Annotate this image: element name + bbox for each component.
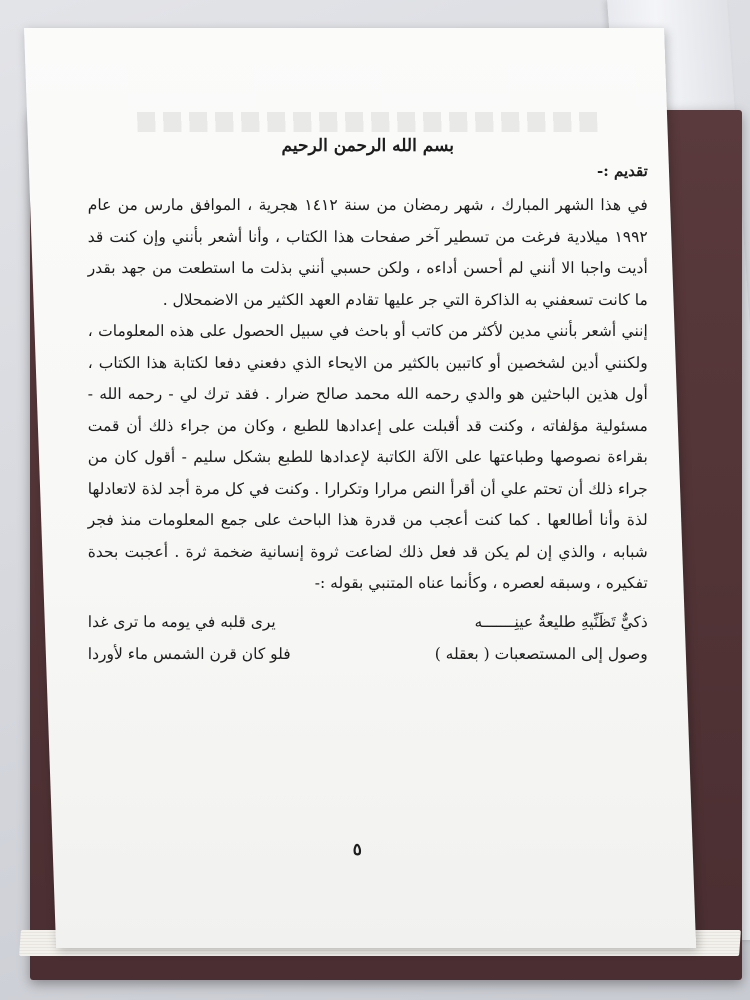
poem-hemistich-second: فلو كان قرن الشمس ماء لأوردا <box>87 644 291 663</box>
book-page <box>24 28 696 948</box>
page-number: ٥ <box>352 840 363 860</box>
poem <box>88 606 648 670</box>
intro-heading: تقديم :- <box>596 162 648 180</box>
poem-hemistich-second: يرى قلبه في يومه ما ترى غدا <box>87 612 276 631</box>
paragraph-2: إنني أشعر بأنني مدين لأكثر من كاتب أو باحث في سبيل الحصول على هذه المعلومات ، ولكنني أدين لشخصين أو كاتبين بالكثير من الايحاء الذي دفعني دفعا لكتابة هذا الكتاب ، أول هذين الباحثين هو والدي رحمه الله محمد صالح ضرار . فقد ترك لي - رحمه الله - مسئولية مؤلفاته ، وكنت قد أقبلت على إعدادها للطبع ، وكان من جراء ذلك أن قمت بقراءة نصوصها وطباعتها على الآلة الكاتبة لإعدادها للطبع بشكل سليم - أقول كان من جراء ذلك أن تحتم علي أن أقرأ النص مرارا وتكرارا . وكنت في كل مرة أجد لذة لاتعادلها لذة وأنا أطالعها . كما كنت أعجب من قدرة هذا الباحث على جمع المعلومات منذ فجر شبابه ، والذي إن لم يكن قد فعل ذلك لضاعت ثروة إنسانية ضخمة ثرة . أعجبت بحدة تفكيره ، وسبقه لعصره ، وكأنما عناه المتنبي بقوله :- <box>87 322 648 592</box>
poem-hemistich-first: وصول إلى المستصعبات ( بعقله ) <box>434 644 648 663</box>
paragraph-1: في هذا الشهر المبارك ، شهر رمضان من سنة ١٤١٢ هجرية ، الموافق مارس من عام ١٩٩٢ ميلادية فرغت من تسطير آخر صفحات هذا الكتاب ، وأنا أشعر بأنني وإن كنت قد أديت واجبا الا أنني لم أحسن أداءه ، ولكن حسبي أنني بذلت ما استطعت من جهد بقدر ما كانت تسعفني به الذاكرة التي جر عليها تقادم العهد الكثير من الاضمحلال . <box>87 196 648 309</box>
poem-line <box>88 606 648 638</box>
bleed-through-text <box>137 112 598 132</box>
basmala-heading: بسم الله الرحمن الرحيم <box>281 136 454 156</box>
page-content <box>88 136 648 670</box>
poem-line <box>88 638 648 670</box>
poem-hemistich-first: ذكيٌّ تَظَنِّيهِ طليعةُ عينِـــــــه <box>474 612 648 631</box>
